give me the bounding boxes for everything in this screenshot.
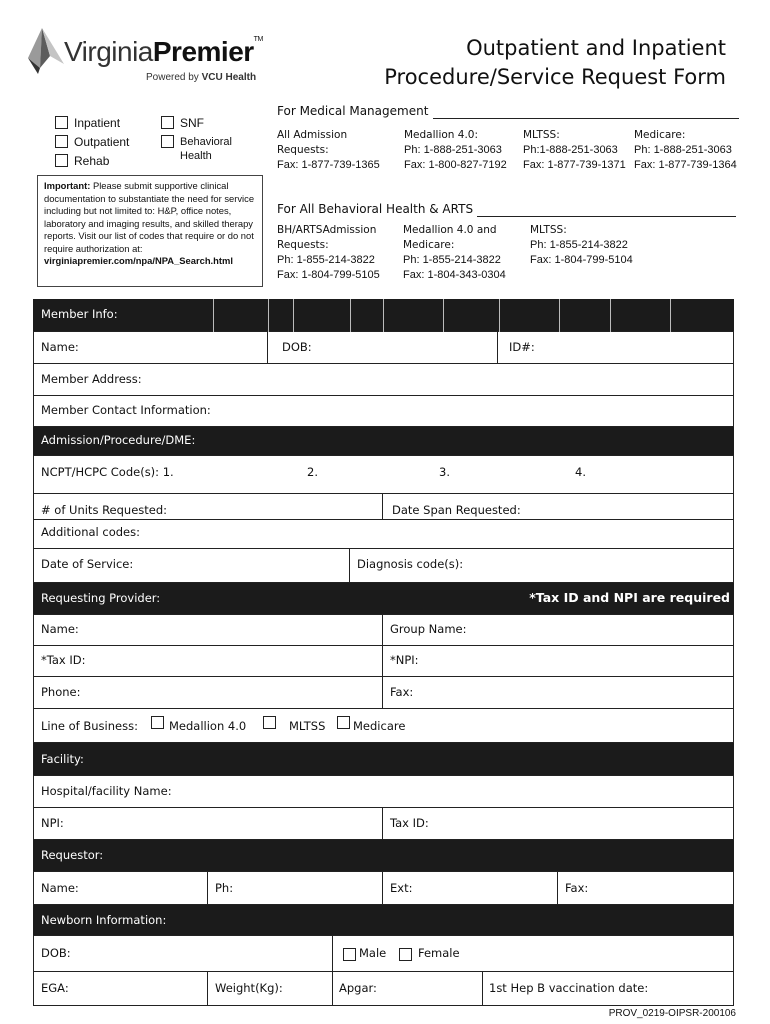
behavioral-heading: For All Behavioral Health & ARTS: [277, 202, 474, 216]
date-of-service-row: [33, 549, 734, 583]
requestor-ext-field[interactable]: Ext:: [390, 881, 413, 895]
newborn-details-row: [33, 972, 734, 1006]
medical-col-mltss: MLTSS: Ph:1-888-251-3063 Fax: 1-877-739-1371: [523, 129, 626, 171]
units-row: [33, 494, 734, 520]
provider-tax-id-field[interactable]: *Tax ID:: [41, 653, 86, 667]
important-notice: Important: Please submit supportive clinical documentation to substantiate the need for service including but not limited to: H&P, office notes, laboratory and imaging results, and skilled therapy reports. Visit our list of codes that require or do not require authorization at: virginiapremier.com/npa/NPA_Search.html: [37, 175, 263, 287]
provider-name-row: [33, 615, 734, 646]
group-name-field[interactable]: Group Name:: [390, 622, 467, 636]
requesting-provider-header: Requesting Provider: *Tax ID and NPI are required: [33, 583, 734, 615]
requestor-phone-field[interactable]: Ph:: [215, 881, 234, 895]
outpatient-label: Outpatient: [74, 135, 130, 149]
medicare-label: Medicare: [353, 719, 406, 733]
member-dob-field[interactable]: DOB:: [282, 340, 312, 354]
medical-col-medicare: Medicare: Ph: 1-888-251-3063 Fax: 1-877-739-1364: [634, 129, 737, 171]
weight-field[interactable]: Weight(Kg):: [215, 981, 283, 995]
member-address-field[interactable]: Member Address:: [41, 372, 142, 386]
snf-checkbox[interactable]: [161, 116, 174, 129]
hep-b-date-field[interactable]: 1st Hep B vaccination date:: [489, 981, 649, 995]
facility-tax-id-field[interactable]: Tax ID:: [390, 816, 429, 830]
provider-fax-field[interactable]: Fax:: [390, 685, 414, 699]
member-contact-row: [33, 396, 734, 427]
member-name-field[interactable]: Name:: [41, 340, 79, 354]
bh-col-mltss: MLTSS: Ph: 1-855-214-3822 Fax: 1-804-799-5104: [530, 224, 633, 266]
medical-heading-rule: [433, 118, 739, 119]
female-checkbox[interactable]: [399, 948, 412, 961]
member-info-header: Member Info:: [33, 299, 734, 332]
newborn-dob-field[interactable]: DOB:: [41, 946, 71, 960]
newborn-dob-row: [33, 936, 734, 972]
requestor-name-field[interactable]: Name:: [41, 881, 79, 895]
line-of-business-row: [33, 709, 734, 743]
facility-npi-field[interactable]: NPI:: [41, 816, 64, 830]
diagnosis-codes-field[interactable]: Diagnosis code(s):: [357, 557, 464, 571]
provider-name-field[interactable]: Name:: [41, 622, 79, 636]
facility-npi-row: [33, 808, 734, 840]
hospital-name-field[interactable]: Hospital/facility Name:: [41, 784, 172, 798]
inpatient-label: Inpatient: [74, 116, 121, 130]
provider-phone-field[interactable]: Phone:: [41, 685, 81, 699]
form-code-footer: PROV_0219-OIPSR-200106: [608, 1008, 736, 1019]
ega-field[interactable]: EGA:: [41, 981, 69, 995]
ncpt-code-2-field[interactable]: 2.: [307, 465, 318, 479]
admission-header: Admission/Procedure/DME:: [33, 427, 734, 456]
mltss-checkbox[interactable]: [263, 716, 276, 729]
ncpt-code-3-field[interactable]: 3.: [439, 465, 450, 479]
bh-col-admission: BH/ARTSAdmission Requests: Ph: 1-855-214-3822 Fax: 1-804-799-5105: [277, 224, 380, 281]
bh-col-medallion: Medallion 4.0 and Medicare: Ph: 1-855-214-3822 Fax: 1-804-343-0304: [403, 224, 506, 281]
medallion-label: Medallion 4.0: [169, 719, 247, 733]
rehab-checkbox[interactable]: [55, 154, 68, 167]
behavioral-heading-rule: [477, 216, 736, 217]
member-address-row: [33, 364, 734, 396]
form-title: Outpatient and Inpatient Procedure/Service Request Form: [384, 36, 726, 89]
health-label: Health: [180, 150, 212, 162]
behavioral-label: Behavioral: [180, 136, 232, 148]
requestor-fax-field[interactable]: Fax:: [565, 881, 589, 895]
inpatient-checkbox[interactable]: [55, 116, 68, 129]
ncpt-code-4-field[interactable]: 4.: [575, 465, 586, 479]
provider-phone-row: [33, 677, 734, 709]
medicare-checkbox[interactable]: [337, 716, 350, 729]
date-span-field[interactable]: Date Span Requested:: [392, 503, 521, 517]
male-checkbox[interactable]: [343, 948, 356, 961]
requestor-header: Requestor:: [33, 840, 734, 872]
male-label: Male: [359, 946, 387, 960]
tax-npi-required-note: *Tax ID and NPI are required: [529, 590, 730, 605]
newborn-header: Newborn Information:: [33, 905, 734, 936]
provider-tax-row: [33, 646, 734, 677]
provider-npi-field[interactable]: *NPI:: [390, 653, 419, 667]
hospital-name-row: [33, 776, 734, 808]
apgar-field[interactable]: Apgar:: [339, 981, 377, 995]
snf-label: SNF: [180, 116, 204, 130]
medical-col-medallion: Medallion 4.0: Ph: 1-888-251-3063 Fax: 1-800-827-7192: [404, 129, 507, 171]
additional-codes-field[interactable]: Additional codes:: [41, 525, 140, 539]
member-name-row: [33, 332, 734, 364]
date-of-service-field[interactable]: Date of Service:: [41, 557, 134, 571]
units-field[interactable]: # of Units Requested:: [41, 503, 168, 517]
ncpt-row: [33, 456, 734, 494]
rehab-label: Rehab: [74, 154, 110, 168]
medallion-checkbox[interactable]: [151, 716, 164, 729]
behavioral-health-checkbox[interactable]: [161, 135, 174, 148]
additional-codes-row: [33, 520, 734, 549]
lob-label: Line of Business:: [41, 719, 138, 733]
member-contact-field[interactable]: Member Contact Information:: [41, 403, 211, 417]
logo-tagline: Powered by VCU Health: [146, 72, 257, 83]
npa-search-link[interactable]: virginiapremier.com/npa/NPA_Search.html: [44, 255, 233, 266]
requestor-row: [33, 872, 734, 905]
logo-mark-icon: [26, 28, 66, 74]
facility-header: Facility:: [33, 743, 734, 776]
outpatient-checkbox[interactable]: [55, 135, 68, 148]
logo-wordmark: VirginiaPremier™: [64, 36, 263, 67]
medical-col-admission: All Admission Requests: Fax: 1-877-739-1365: [277, 129, 380, 171]
ncpt-code-1-field[interactable]: NCPT/HCPC Code(s): 1.: [41, 465, 174, 479]
medical-management-heading: For Medical Management: [277, 104, 429, 118]
female-label: Female: [418, 946, 460, 960]
member-id-field[interactable]: ID#:: [509, 340, 535, 354]
mltss-label: MLTSS: [289, 719, 326, 733]
